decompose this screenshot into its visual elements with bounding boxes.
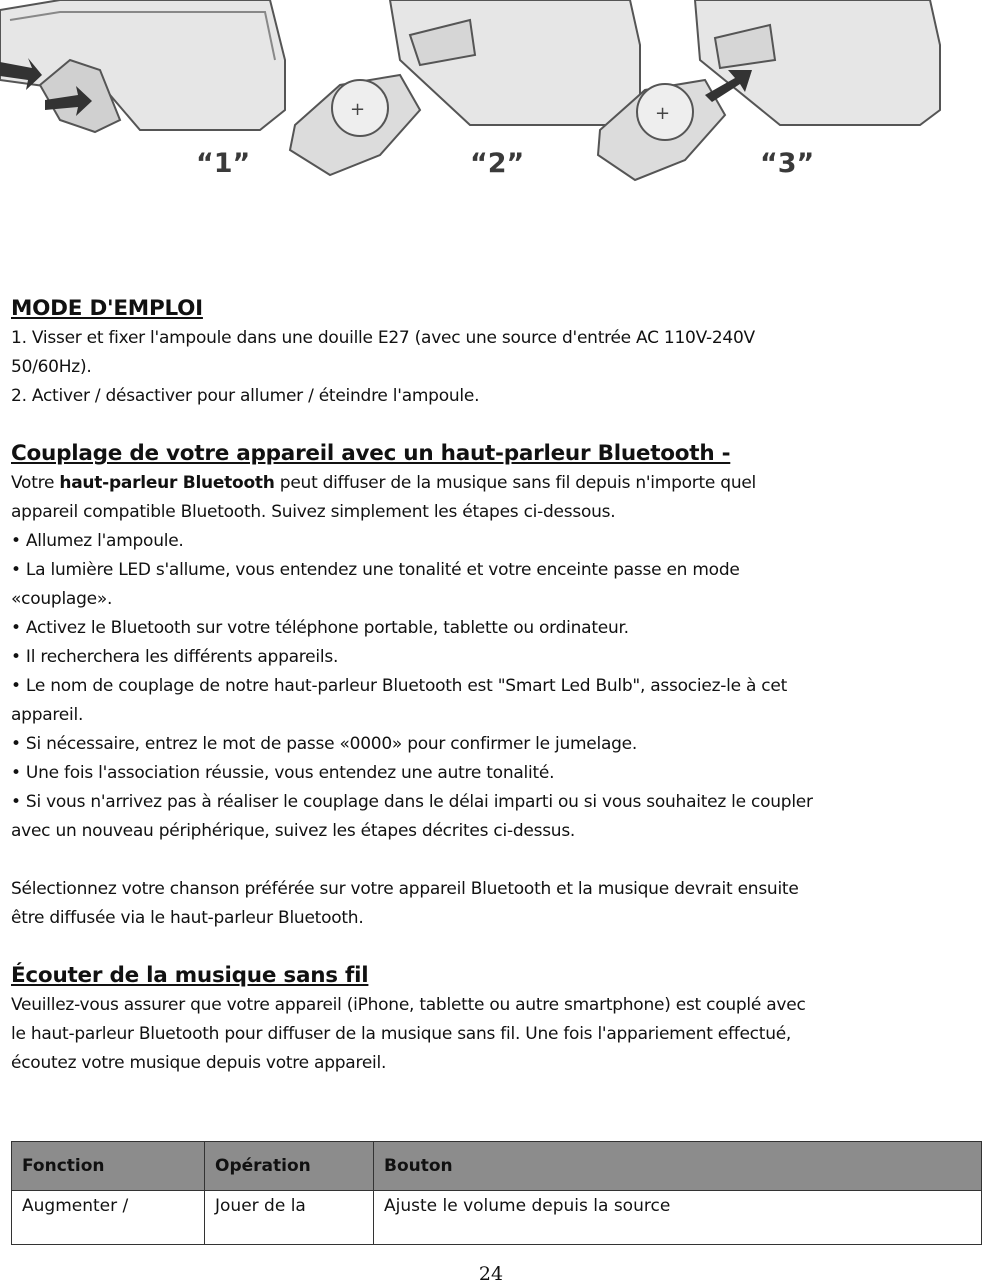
couplage-bullet: • Activez le Bluetooth sur votre téléphone portable, tablette ou ordinateur.: [11, 618, 629, 638]
ecouter-heading: Écouter de la musique sans fil: [11, 963, 369, 988]
table-header-bouton: Bouton: [374, 1142, 982, 1191]
couplage-bullet: avec un nouveau périphérique, suivez les étapes décrites ci-dessus.: [11, 821, 576, 841]
table-cell: Ajuste le volume depuis la source: [374, 1191, 982, 1245]
intro-prefix: Votre: [11, 473, 60, 493]
ecouter-line: Veuillez-vous assurer que votre appareil (iPhone, tablette ou autre smartphone) est couplé avec: [11, 995, 806, 1015]
table-cell: Jouer de la: [205, 1191, 374, 1245]
table-header-row: [12, 1142, 982, 1191]
couplage-bullet: • Une fois l'association réussie, vous entendez une autre tonalité.: [11, 763, 555, 783]
step-label-3: “3”: [760, 148, 815, 179]
remote-battery-diagram: [0, 0, 982, 215]
couplage-bullet: • Allumez l'ampoule.: [11, 531, 184, 551]
couplage-heading: Couplage de votre appareil avec un haut-parleur Bluetooth -: [11, 441, 731, 466]
intro-suffix: peut diffuser de la musique sans fil depuis n'importe quel: [274, 473, 757, 493]
couplage-closing: Sélectionnez votre chanson préférée sur votre appareil Bluetooth et la musique devrait ensuite: [11, 879, 799, 899]
couplage-bullet: appareil.: [11, 705, 84, 725]
couplage-bullet: • Si vous n'arrivez pas à réaliser le couplage dans le délai imparti ou si vous souhaitez le coupler: [11, 792, 813, 812]
couplage-bullet: • Si nécessaire, entrez le mot de passe «0000» pour confirmer le jumelage.: [11, 734, 638, 754]
function-table: [11, 1141, 982, 1245]
mode-emploi-line: 50/60Hz).: [11, 357, 92, 377]
step-label-2: “2”: [470, 148, 525, 179]
table-header-fonction: Fonction: [12, 1142, 205, 1191]
couplage-intro: [11, 469, 973, 498]
svg-text:+: +: [655, 103, 671, 124]
remote-step-1: [0, 0, 285, 132]
couplage-closing: être diffusée via le haut-parleur Bluetooth.: [11, 908, 364, 928]
step-label-1: “1”: [196, 148, 251, 179]
mode-emploi-line: 1. Visser et fixer l'ampoule dans une douille E27 (avec une source d'entrée AC 110V-240V: [11, 328, 755, 348]
mode-emploi-heading: MODE D'EMPLOI: [11, 296, 203, 321]
ecouter-line: le haut-parleur Bluetooth pour diffuser de la musique sans fil. Une fois l'appariement effectué,: [11, 1024, 792, 1044]
table-row: [12, 1191, 982, 1245]
svg-text:+: +: [350, 99, 366, 120]
table-header-operation: Opération: [205, 1142, 374, 1191]
mode-emploi-line: 2. Activer / désactiver pour allumer / éteindre l'ampoule.: [11, 386, 480, 406]
document-body: [11, 293, 973, 1078]
page-number: 24: [478, 1263, 504, 1285]
couplage-intro-line2: appareil compatible Bluetooth. Suivez simplement les étapes ci-dessous.: [11, 502, 616, 522]
couplage-bullet: • Le nom de couplage de notre haut-parleur Bluetooth est "Smart Led Bulb", associez-le à cet: [11, 676, 788, 696]
couplage-bullet: • La lumière LED s'allume, vous entendez une tonalité et votre enceinte passe en mode: [11, 560, 740, 580]
couplage-bullet: • Il recherchera les différents appareils.: [11, 647, 339, 667]
ecouter-line: écoutez votre musique depuis votre appareil.: [11, 1053, 387, 1073]
battery-tray-step-2: [290, 0, 640, 175]
table-cell: Augmenter /: [12, 1191, 205, 1245]
intro-bold: haut-parleur Bluetooth: [59, 473, 275, 493]
battery-replacement-illustration: [0, 0, 982, 215]
couplage-bullet: «couplage».: [11, 589, 113, 609]
